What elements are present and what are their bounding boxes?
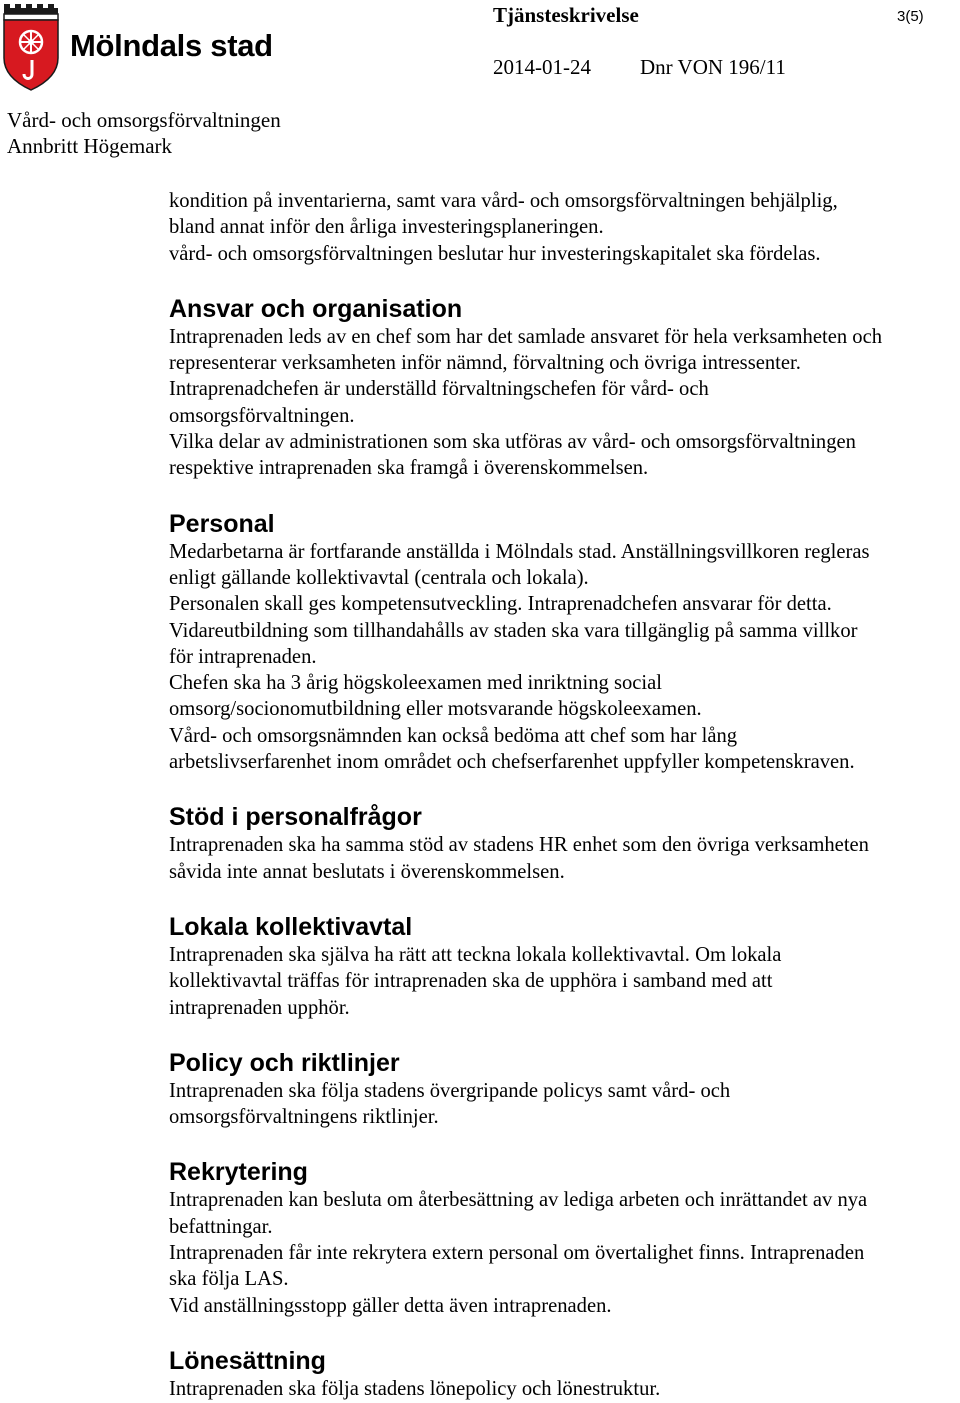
section-text-line: Intraprenaden får inte rekrytera extern personal om övertalighet finns. Intraprenaden	[169, 1242, 865, 1265]
section-text-line: såvida inte annat beslutats i överenskommelsen.	[169, 860, 565, 883]
section-heading: Ansvar och organisation	[169, 294, 463, 323]
document-reference: Dnr VON 196/11	[640, 55, 786, 79]
section-text-line: representerar verksamheten inför nämnd, förvaltning och övriga intressenter.	[169, 352, 801, 375]
section-text-line: ska följa LAS.	[169, 1268, 289, 1291]
section-text-line: enligt gällande kollektivavtal (centrala och lokala).	[169, 566, 589, 589]
section-text-line: Vidareutbildning som tillhandahålls av staden ska vara tillgänglig på samma villkor	[169, 619, 858, 642]
document-section	[169, 1048, 960, 1131]
section-text-line: Intraprenaden ska följa stadens övergripande policys samt vård- och	[169, 1079, 731, 1102]
intro-line: kondition på inventarierna, samt vara vård- och omsorgsförvaltningen behjälplig,	[169, 190, 838, 212]
section-heading: Lokala kollektivavtal	[169, 912, 413, 941]
section-text-line: Intraprenaden ska följa stadens lönepolicy och lönestruktur.	[169, 1377, 661, 1400]
section-heading: Personal	[169, 509, 275, 538]
document-section	[169, 802, 960, 885]
section-spacer	[169, 1319, 960, 1346]
section-text-line: omsorgsförvaltningens riktlinjer.	[169, 1106, 439, 1129]
intro-line: bland annat inför den årliga investeringsplaneringen.	[169, 216, 604, 239]
document-section	[169, 509, 960, 776]
author-name: Annbritt Högemark	[7, 134, 173, 158]
intro-paragraph	[169, 188, 960, 267]
section-spacer	[169, 267, 960, 294]
section-text-line: arbetslivserfarenhet inom området och chefserfarenhet uppfyller kompetenskraven.	[169, 751, 855, 774]
page-number: 3(5)	[897, 8, 924, 25]
section-spacer	[169, 482, 960, 509]
section-spacer	[169, 1130, 960, 1157]
section-heading: Rekrytering	[169, 1158, 308, 1187]
section-text-line: Intraprenaden kan besluta om återbesättning av lediga arbeten och inrättandet av nya	[169, 1189, 868, 1212]
section-text-line: kollektivavtal träffas för intraprenaden ska de upphöra i samband med att	[169, 970, 773, 993]
section-text-line: Vid anställningsstopp gäller detta även intraprenaden.	[169, 1294, 612, 1317]
section-text-line: Intraprenadchefen är underställd förvaltningschefen för vård- och	[169, 378, 709, 401]
document-type: Tjänsteskrivelse	[493, 3, 639, 27]
section-text-line: respektive intraprenaden ska framgå i överenskommelsen.	[169, 457, 649, 480]
section-spacer	[169, 1021, 960, 1048]
document-section	[169, 1157, 960, 1318]
section-text-line: omsorgsförvaltningen.	[169, 404, 355, 427]
department-name: Vård- och omsorgsförvaltningen	[7, 108, 281, 132]
document-section	[169, 1346, 960, 1402]
section-text-line: Intraprenaden ska själva ha rätt att teckna lokala kollektivavtal. Om lokala	[169, 943, 782, 966]
sections	[169, 267, 960, 1402]
section-text-line: för intraprenaden.	[169, 645, 317, 668]
molndal-coat-of-arms-logo	[2, 0, 62, 97]
section-text-line: omsorg/socionomutbildning eller motsvarande högskoleexamen.	[169, 698, 702, 721]
intro-line: vård- och omsorgsförvaltningen beslutar hur investeringskapitalet ska fördelas.	[169, 242, 821, 265]
section-text-line: Intraprenaden ska ha samma stöd av stadens HR enhet som den övriga verksamheten	[169, 834, 869, 857]
section-spacer	[169, 885, 960, 912]
document-body	[169, 188, 960, 1402]
document-section	[169, 912, 960, 1021]
section-heading: Policy och riktlinjer	[169, 1048, 400, 1077]
section-text-line: Vilka delar av administrationen som ska utföras av vård- och omsorgsförvaltningen	[169, 431, 856, 454]
section-heading: Stöd i personalfrågor	[169, 803, 422, 832]
section-heading: Lönesättning	[169, 1346, 326, 1375]
document-section	[169, 294, 960, 482]
section-text-line: intraprenaden upphör.	[169, 996, 350, 1019]
section-text-line: Intraprenaden leds av en chef som har det samlade ansvaret för hela verksamheten och	[169, 325, 883, 348]
section-text-line: Medarbetarna är fortfarande anställda i Mölndals stad. Anställningsvillkoren regleras	[169, 540, 870, 563]
section-text-line: Vård- och omsorgsnämnden kan också bedöma att chef som har lång	[169, 724, 738, 747]
section-text-line: Personalen skall ges kompetensutveckling. Intraprenadchefen ansvarar för detta.	[169, 593, 832, 616]
brand-name: Mölndals stad	[70, 28, 273, 63]
document-date: 2014-01-24	[493, 55, 591, 79]
section-text-line: befattningar.	[169, 1215, 273, 1238]
section-spacer	[169, 775, 960, 802]
section-text-line: Chefen ska ha 3 årig högskoleexamen med inriktning social	[169, 672, 662, 695]
